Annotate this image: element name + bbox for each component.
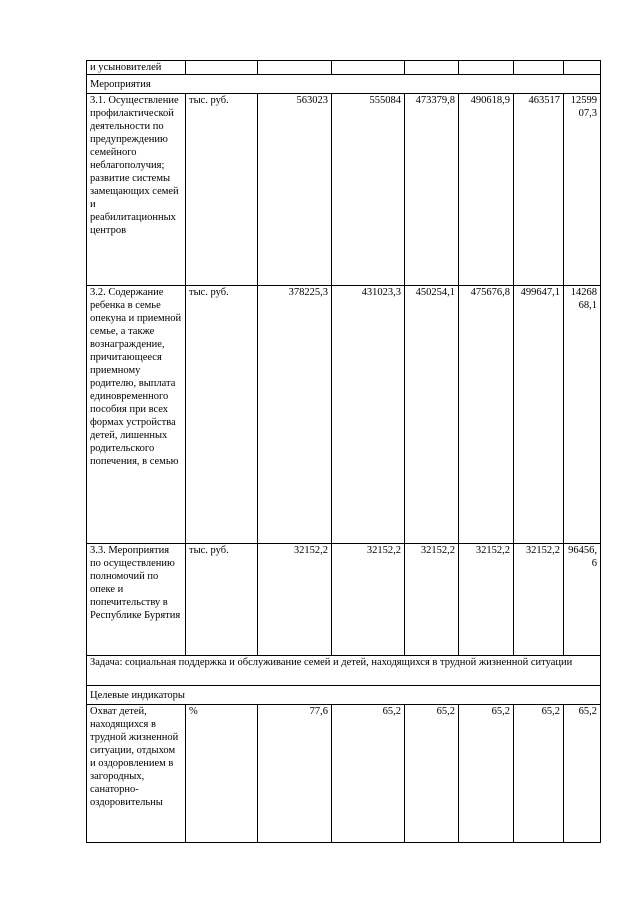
value-cell: 32152,2: [258, 544, 332, 656]
value-cell: 65,2: [459, 705, 514, 843]
value-cell: 32152,2: [514, 544, 564, 656]
value-cell: 65,2: [564, 705, 601, 843]
task-title: Задача: социальная поддержка и обслуживание семей и детей, находящихся в трудной жизненной ситуации: [87, 656, 601, 686]
unit-cell: тыс. руб.: [186, 544, 258, 656]
row-label: 3.3. Мероприятия по осуществлению полномочий по опеке и попечительству в Республике Бурятия: [87, 544, 186, 656]
program-table: [86, 60, 601, 843]
section-title: Целевые индикаторы: [87, 686, 601, 705]
value-cell: 499647,1: [514, 286, 564, 544]
row-label: 3.1. Осуществление профилактической деятельности по предупреждению семейного неблагополучия; развитие системы замещающих семей и реабилитационных центров: [87, 94, 186, 286]
row-label: 3.2. Содержание ребенка в семье опекуна и приемной семье, а также вознаграждение, причитающееся приемному родителю, выплата единовременного пособия при всех формах устройства детей, лишенных родительского попечения, в семью: [87, 286, 186, 544]
value-cell: 32152,2: [459, 544, 514, 656]
value-cell: 65,2: [405, 705, 459, 843]
table-row: [87, 94, 601, 286]
row-label: Охват детей, находящихся в трудной жизненной ситуации, отдыхом и оздоровлением в загородных, санаторно-оздоровительны: [87, 705, 186, 843]
value-cell: 563023: [258, 94, 332, 286]
row-label: и усыновителей: [87, 61, 186, 75]
section-title: Мероприятия: [87, 75, 601, 94]
value-cell: 490618,9: [459, 94, 514, 286]
table-row: [87, 61, 601, 75]
unit-cell: тыс. руб.: [186, 94, 258, 286]
value-cell: 1259907,3: [564, 94, 601, 286]
value-cell: 555084: [332, 94, 405, 286]
value-cell: 1426868,1: [564, 286, 601, 544]
value-cell: 96456,6: [564, 544, 601, 656]
value-cell: 65,2: [332, 705, 405, 843]
table-row: [87, 705, 601, 843]
task-row: [87, 656, 601, 686]
value-cell: 32152,2: [405, 544, 459, 656]
value-cell: 77,6: [258, 705, 332, 843]
section-row: [87, 686, 601, 705]
unit-cell: %: [186, 705, 258, 843]
value-cell: 450254,1: [405, 286, 459, 544]
value-cell: 431023,3: [332, 286, 405, 544]
value-cell: 473379,8: [405, 94, 459, 286]
value-cell: 475676,8: [459, 286, 514, 544]
section-row: [87, 75, 601, 94]
table-row: [87, 544, 601, 656]
value-cell: 463517: [514, 94, 564, 286]
value-cell: 378225,3: [258, 286, 332, 544]
table-row: [87, 286, 601, 544]
value-cell: 32152,2: [332, 544, 405, 656]
value-cell: 65,2: [514, 705, 564, 843]
unit-cell: тыс. руб.: [186, 286, 258, 544]
